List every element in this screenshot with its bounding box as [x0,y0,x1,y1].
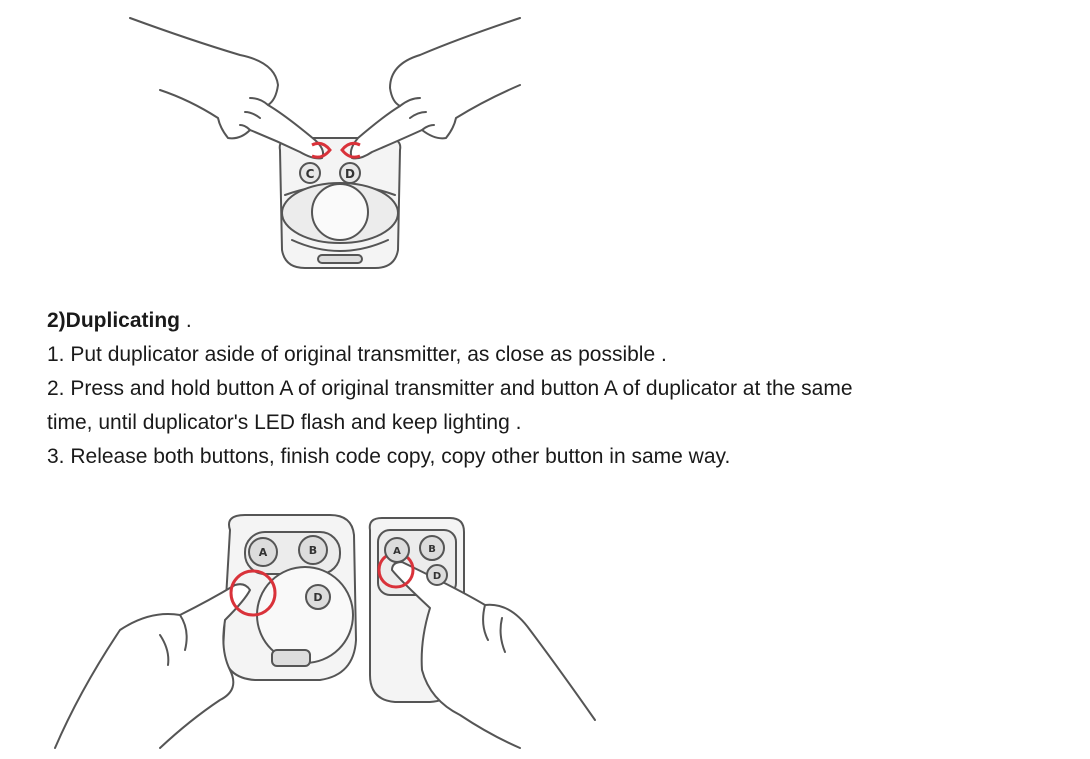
section-heading [47,304,1047,338]
top-illustration-two-hands-pressing-remote [100,0,570,280]
duplicator-d-label: D [432,571,442,582]
right-hand [392,562,595,748]
step-line: 1. Put duplicator aside of original transmitter, as close as possible . [47,343,667,366]
original-remote-led-slot [272,650,310,666]
duplicator-b-label: B [428,544,436,555]
section-title-suffix: . [180,309,192,332]
bottom-illustration-two-remotes-pressing-a [40,490,610,759]
button-d-label: D [345,167,355,181]
remote-center-button [312,184,368,240]
section-title: 2)Duplicating [47,309,181,332]
duplicator-a-label: A [393,546,401,557]
right-hand [351,18,520,158]
step-line: 2. Press and hold button A of original transmitter and button A of duplicator at the same [47,377,853,400]
step-line: time, until duplicator's LED flash and keep lighting . [47,411,522,434]
step-line: 3. Release both buttons, finish code copy, copy other button in same way. [47,445,731,468]
left-hand [55,584,250,748]
left-hand [130,18,323,158]
original-b-label: B [308,544,318,557]
button-c-label: C [305,167,315,181]
original-d-label: D [313,591,323,604]
remote-led-slot [318,255,362,263]
original-a-label: A [258,546,268,559]
instructions-block [47,304,1047,474]
